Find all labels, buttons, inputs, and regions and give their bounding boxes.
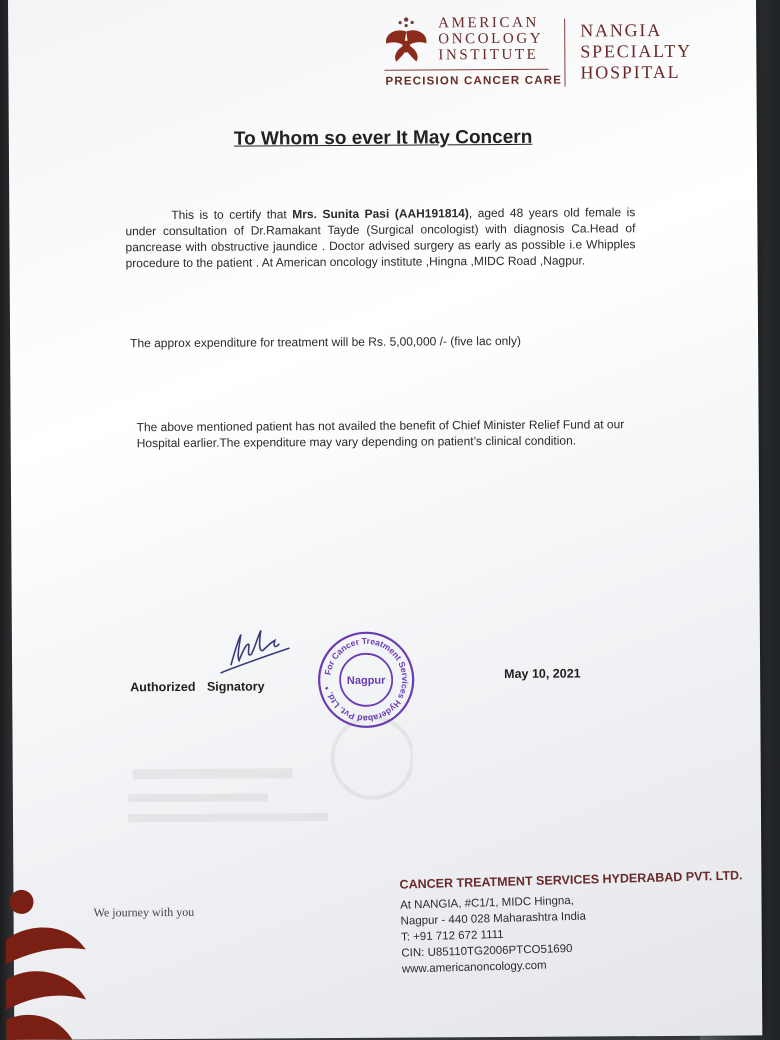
patient-name: Mrs. Sunita Pasi (AAH191814) [292,206,469,222]
certification-paragraph [125,204,635,271]
relief-fund-paragraph: The above mentioned patient has not availed the benefit of Chief Minister Relief Fund at our Hospital earlier.The expenditure may vary depending on patient’s clinical condition. [136,417,625,451]
authorized-signatory-label: Authorized Signatory [130,679,265,695]
aoi-name-line: AMERICAN [438,14,540,32]
aoi-flower-logo-icon [380,13,432,65]
footer-flower-art-icon [5,880,86,1040]
letter-page [8,0,762,1040]
stamp-ring-text: For Cancer Treatment Services Hyderabad Pvt. Ltd. * [322,635,411,724]
footer-company-name: CANCER TREATMENT SERVICES HYDERABAD PVT. LTD. [399,868,743,892]
aoi-name-block [438,15,543,64]
footer-address-block [399,868,742,977]
expenditure-paragraph: The approx expenditure for treatment will be Rs. 5,00,000 /- (five lac only) [130,333,521,351]
footer-website: www.americanoncology.com [401,959,547,976]
aoi-tagline: PRECISION CANCER CARE [385,74,563,88]
stamp-center-text: Nagpur [346,674,386,687]
paragraph-rest: , aged 48 years old female is under consultation of Dr.Ramakant Tayde (Surgical oncologist) with diagnosis Ca.Head of pancrease with obstructive jaundice . Doctor advised surgery as early as possible i.e Whipples procedure to the patient . At American oncology institute ,Hingna ,MIDC Road ,Nagpur. [125,205,636,271]
footer-tagline: We journey with you [93,904,195,920]
letter-date: May 10, 2021 [504,666,581,681]
aoi-name-line: ONCOLOGY [438,30,544,48]
bleed-through-marks [112,698,413,850]
handwritten-signature [217,620,297,676]
footer-address-line: Nagpur - 440 028 Maharashtra India [400,910,587,928]
hospital-name-block [580,20,692,84]
hospital-name-line: NANGIA [580,20,663,41]
letterhead-rule [384,69,548,71]
letter-title: To Whom so ever It May Concern [233,126,533,150]
footer-cin: CIN: U85110TG2006PTCO51690 [401,942,573,960]
footer-address-line: At NANGIA, #C1/1, MIDC Hingna, [399,894,575,912]
footer-phone: T: +91 712 672 1111 [400,928,504,944]
letterhead-divider [564,19,565,87]
hospital-name-line: HOSPITAL [580,61,681,83]
hospital-name-line: SPECIALTY [580,40,692,62]
aoi-name-line: INSTITUTE [438,46,539,64]
paragraph-lead: This is to certify that [171,207,293,223]
